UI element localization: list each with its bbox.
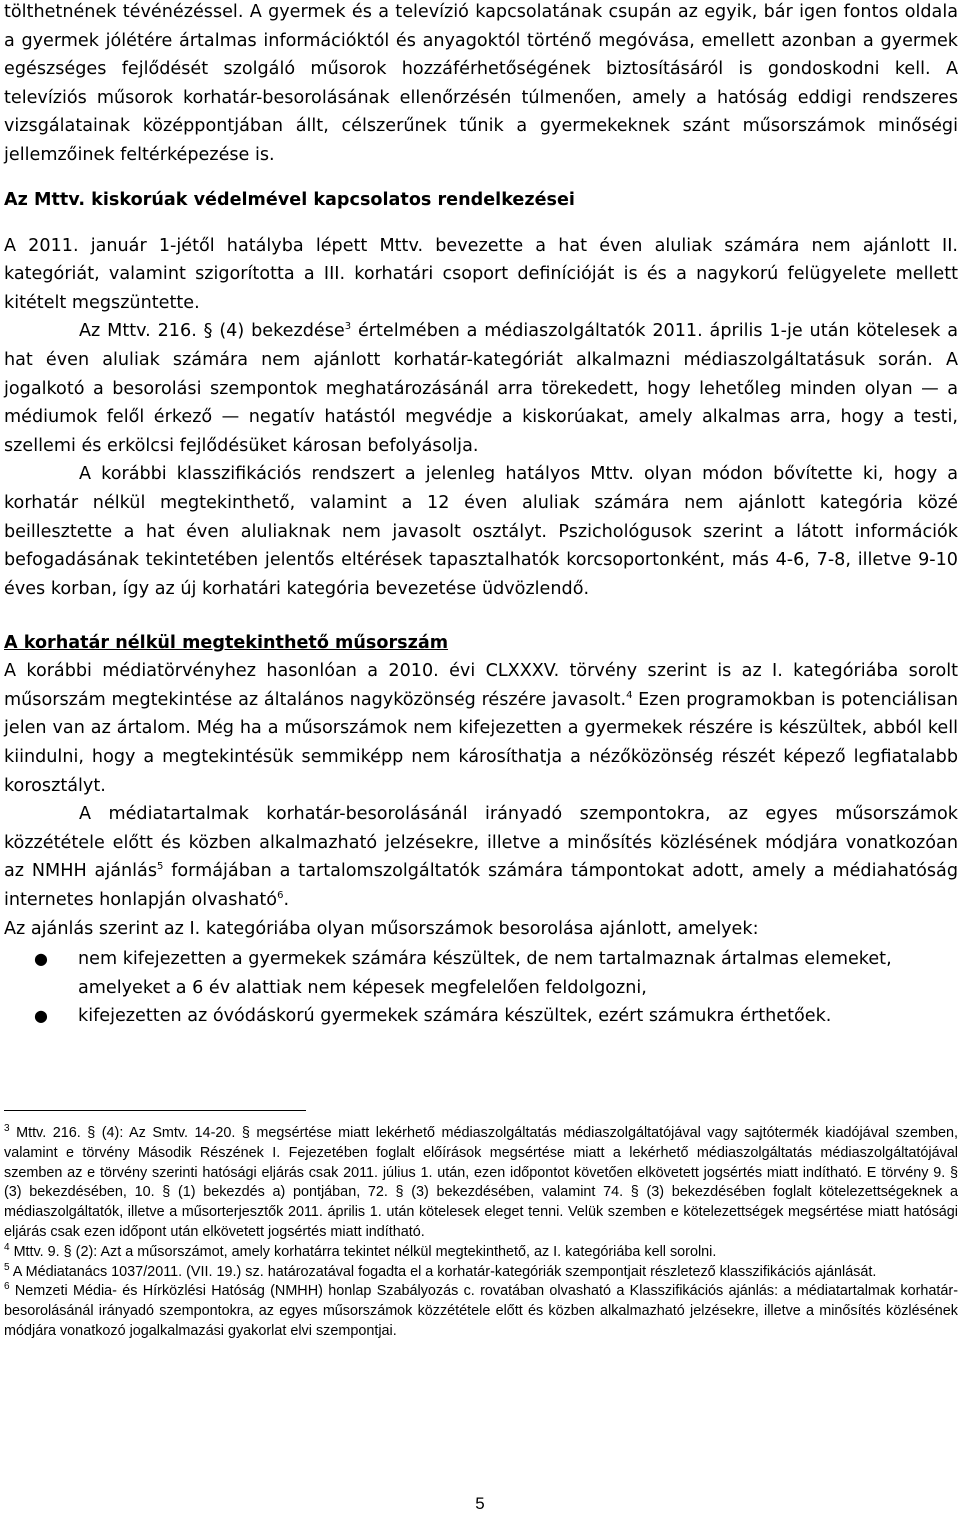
paragraph-mttv-categories: A 2011. január 1-jétől hatályba lépett Mttv. bevezette a hat éven aluliak számára nem ajánlott II. kategóriát, valamint szigorította a III. korhatári csoport definícióját is és a nagykorú felügyelete mellett kitételt megszüntette.: [4, 235, 958, 313]
footnote-ref-3: 3: [344, 321, 352, 333]
footnote-6: $^6$ Nemzeti Média- és Hírközlési Hatóság (NMHH) honlap Szabályozás c. rovatában olvasható a Klasszifikációs ajánlás: a médiatartalmak korhatár-besorolásánál irányadó szempontokra, az egyes műsorszámok közzététele előtt és közben alkalmazható jelzésekre, illetve a minősítés közlésének módjára vonatkozó jogalkalmazási gyakorlat elvi szempontjai.: [4, 1281, 958, 1339]
paragraph-recommendation-intro: Az ajánlás szerint az I. kategóriába olyan műsorszámok besorolása ajánlott, amelyek:: [4, 918, 759, 939]
paragraph-intro: tölthetnének tévénézéssel. A gyermek és a televízió kapcsolatának csupán az egyik, bár igen fontos oldala a gyermek jólétére ártalmas információktól és anyagoktól történő megóvása, emellett azonban a gyermek egészséges fejlődését szolgáló műsorok hozzáférhetőségének biztosításáról is gondoskodni kell. A televíziós műsorok korhatár-besorolásának ellenőrzésén túlmenően, amely a hatóság eddigi rendszeres vizsgálatainak középpontjában állt, célszerűnek tűnik a gyermekeknek szánt műsorszámok minőségi jellemzőinek feltérképezése is.: [4, 2, 958, 165]
list-item: ● kifejezetten az óvódáskorú gyermekek számára készültek, ezért számukra érthetőek.: [4, 1002, 958, 1031]
footnote-3: $^3$ Mttv. 216. § (4): Az Smtv. 14-20. § megsértése miatt lekérhető médiaszolgáltatás médiaszolgáltatójával vagy sajtótermék kiadójával szemben, valamint e törvény Második Részének I. Fejezetében foglalt előírások megsértése miatt a lekérhető médiaszolgáltatás médiaszolgáltatójával szemben az e törvény szerinti hatósági eljárás csak 2011. július 1. után, ezen időpontot követően elkövetett jogsértés miatt indítható. E törvény 9. § (3) bekezdésében, 10. § (1) bekezdés a) pontjában, 72. § (3) bekezdésében, valamint 74. § (3) bekezdésében foglalt kötelezettségeknek a médiaszolgáltatók, illetve a műsorterjesztők 2011. április 1. után kötelesek eleget tenni. Velük szemben e kötelezettségek megsértése miatt hatósági eljárás csak ezen időpont után elkövetett jogsértés miatt indítható.: [4, 1123, 958, 1240]
paragraph-classification: A korábbi klasszifikációs rendszert a jelenleg hatályos Mttv. olyan módon bővítette ki, hogy a korhatár nélkül megtekinthető, valamint a 12 éven aluliak számára nem ajánlott kategória közé beillesztette a hat éven aluliaknak nem javasolt osztályt. Pszichológusok szerint a látott információk befogadásának tekintetében jelentős eltérések tapasztalhatók korcsoportonként, más 4-6, 7-8, illetve 9-10 éves korban, így az új korhatári kategória bevezetése üdvözlendő.: [4, 464, 958, 599]
section-heading-no-age-limit: A korhatár nélkül megtekinthető műsorszám: [4, 633, 449, 654]
bullet-list: [4, 945, 958, 1031]
section-heading-mttv: Az Mttv. kiskorúak védelmével kapcsolatos rendelkezései: [4, 189, 575, 210]
paragraph-mttv-216: Az Mttv. 216. § (4) bekezdése$^3$ értelmében a médiaszolgáltatók 2011. április 1-je után kötelesek a hat éven aluliak számára nem ajánlott korhatár-kategóriát alkalmazni médiaszolgáltatásuk során. A jogalkotó a besorolási szempontok meghatározásánál arra törekedett, hogy lehetőleg minden olyan — a médiumok felől érkező — negatív hatástól megvédje a kiskorúakat, amely alkalmas arra, hogy a testi, szellemi és erkölcsi fejlődésüket károsan befolyásolja.: [4, 321, 958, 456]
list-item: ● nem kifejezetten a gyermekek számára készültek, de nem tartalmaznak ártalmas elemeket, amelyeket a 6 év alattiak nem képesek megfelelően feldolgozni,: [4, 945, 958, 1002]
footnotes: [4, 1124, 958, 1342]
bullet-icon: ●: [34, 949, 48, 969]
footnote-ref-5: 5: [156, 861, 164, 873]
footnote-ref-4: 4: [626, 690, 633, 702]
page-number: 5: [475, 1494, 485, 1513]
footnote-4: $^4$ Mttv. 9. § (2): Azt a műsorszámot, amely korhatárra tekintet nélkül megtekinthető, az I. kategóriába kell sorolni.: [4, 1241, 717, 1260]
document-page: [4, 0, 958, 1031]
bullet-icon: ●: [34, 1006, 48, 1026]
footnote-ref-6: 6: [277, 890, 284, 902]
paragraph-category-one: A korábbi médiatörvényhez hasonlóan a 2010. évi CLXXXV. törvény szerint is az I. kategóriába sorolt műsorszám megtekintése az általános nagyközönség részére javasolt.$^4$ Ezen programokban is potenciálisan jelen van az ártalom. Még ha a műsorszámok nem kifejezetten a gyermekek részére is készültek, abból kell kiindulni, hogy a megtekintésük semmiképp nem károsíthatja a nézőközönség részét képező legfiatalabb korosztályt.: [4, 661, 958, 796]
footnote-5: $^5$ A Médiatanács 1037/2011. (VII. 19.) sz. határozatával fogadta el a korhatár-kategóriák szempontjait részletező klasszifikációs ajánlását.: [4, 1261, 877, 1280]
paragraph-nmhh-recommendation: A médiatartalmak korhatár-besorolásánál irányadó szempontokra, az egyes műsorszámok közzététele előtt és közben alkalmazható jelzésekre, illetve a minősítés közlésének módjára vonatkozóan az NMHH ajánlás$^5$ formájában a tartalomszolgáltatók számára támpontokat adott, amely a médiahatóság internetes honlapján olvasható$^6$.: [4, 804, 958, 911]
footnote-separator: [4, 1110, 306, 1111]
